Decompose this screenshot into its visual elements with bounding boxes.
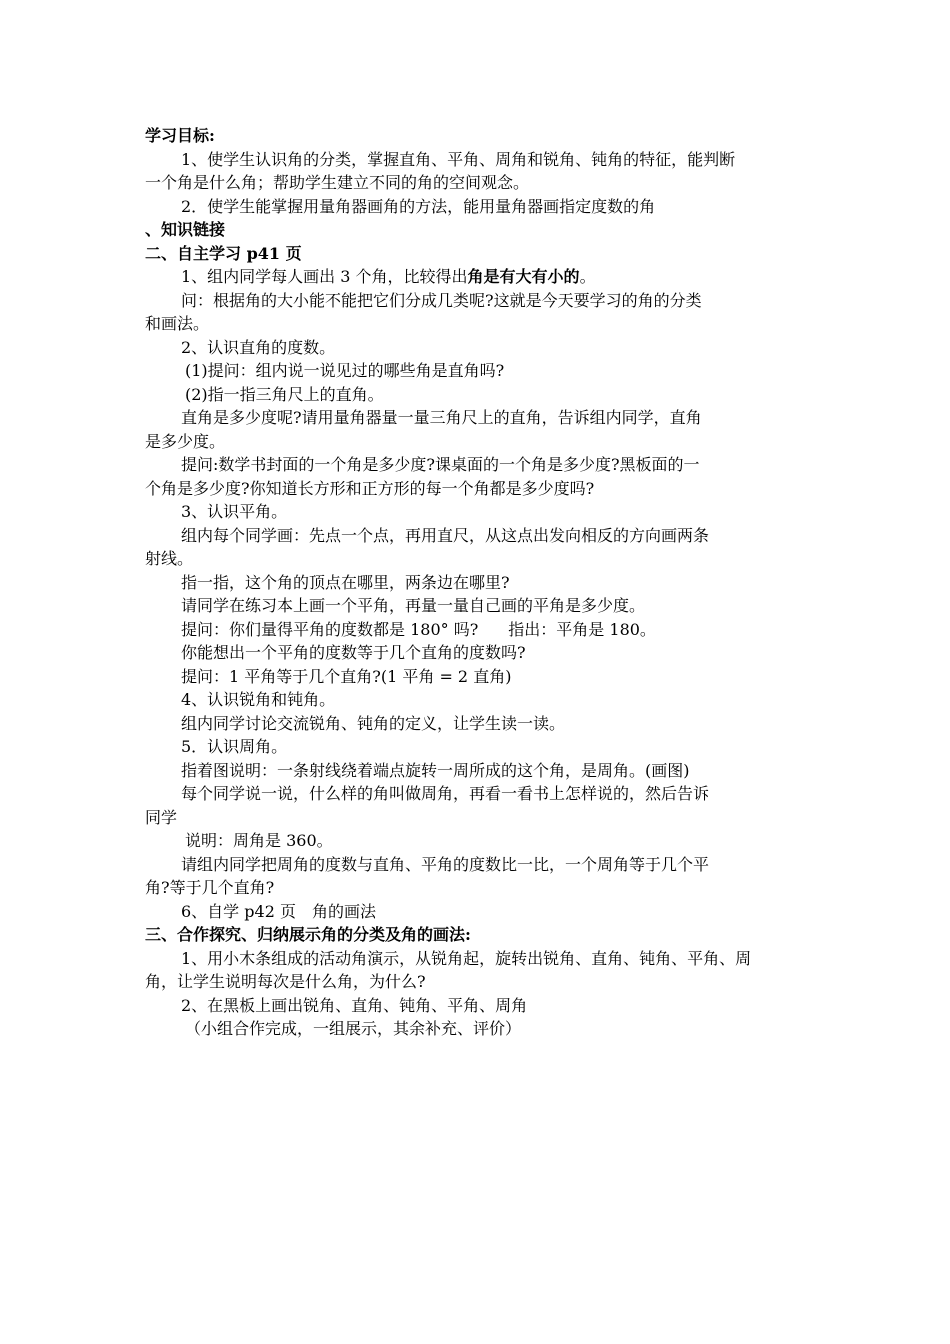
straight-angle-answer: 指出：平角是 180。 xyxy=(508,619,656,639)
full-angle-step: 5．认识周角。 xyxy=(181,737,288,756)
straight-equals-right: 提问：1 平角等于几个直角?(1 平角 = 2 直角) xyxy=(181,666,512,686)
self-study-heading: 二、自主学习 p41 页 xyxy=(145,243,302,263)
question-line-2: 和画法。 xyxy=(145,314,210,333)
right-angle-step: 2、认识直角的度数。 xyxy=(181,337,336,357)
vertex-question: 指一指，这个角的顶点在哪里，两条边在哪里? xyxy=(181,572,510,592)
acute-obtuse-step: 4、认识锐角和钝角。 xyxy=(181,690,336,709)
straight-angle-practice: 请同学在练习本上画一个平角，再量一量自己画的平角是多少度。 xyxy=(181,596,646,615)
draw-instruction-line-1: 组内每个同学画：先点一个点，再用直尺，从这点出发向相反的方向画两条 xyxy=(181,525,710,545)
step-1-end: 。 xyxy=(579,267,596,286)
step-1-text: 1、组内同学每人画出 3 个角，比较得出 xyxy=(181,267,468,286)
step-1-emphasis: 角是有大有小的 xyxy=(467,267,580,286)
cooperation-heading: 三、合作探究、归纳展示角的分类及角的画法: xyxy=(145,925,471,944)
compare-angles-line-2: 角?等于几个直角? xyxy=(145,878,275,897)
full-angle-explanation: 指着图说明：一条射线绕着端点旋转一周所成的这个角，是周角。(画图) xyxy=(181,760,690,780)
corner-question-line-1: 提问:数学书封面的一个角是多少度?课桌面的一个角是多少度?黑板面的一 xyxy=(181,455,700,474)
full-angle-discussion-line-1: 每个同学说一说，什么样的角叫做周角，再看一看书上怎样说的，然后告诉 xyxy=(181,784,710,803)
cooperation-step-1-line-1: 1、用小木条组成的活动角演示，从锐角起，旋转出锐角、直角、钝角、平角、周 xyxy=(181,948,752,968)
document-body xyxy=(145,124,810,1041)
question-line-1: 问：根据角的大小能不能把它们分成几类呢?这就是今天要学习的角的分类 xyxy=(181,290,702,310)
goal-2: 2．使学生能掌握用量角器画角的方法，能用量角器画指定度数的角 xyxy=(181,196,656,216)
goal-1-line-1: 1、使学生认识角的分类，掌握直角、平角、周角和锐角、钝角的特征，能判断 xyxy=(181,149,736,169)
cooperation-step-1-line-2: 角，让学生说明每次是什么角，为什么? xyxy=(145,972,426,991)
acute-obtuse-discussion: 组内同学讨论交流锐角、钝角的定义，让学生读一读。 xyxy=(181,713,566,733)
knowledge-link-heading: 、知识链接 xyxy=(145,220,226,239)
full-angle-degree: 说明：周角是 360。 xyxy=(185,831,333,850)
cooperation-step-2: 2、在黑板上画出锐角、直角、钝角、平角、周角 xyxy=(181,995,528,1015)
compare-angles-line-1: 请组内同学把周角的度数与直角、平角的度数比一比，一个周角等于几个平 xyxy=(181,854,710,874)
straight-vs-right-question: 你能想出一个平角的度数等于几个直角的度数吗? xyxy=(181,643,526,662)
drawing-method-step: 6、自学 p42 页 角的画法 xyxy=(181,901,376,921)
self-study-step-1 xyxy=(145,265,810,289)
right-angle-point: (2)指一指三角尺上的直角。 xyxy=(185,384,384,404)
straight-angle-degree xyxy=(145,618,810,642)
right-angle-question: (1)提问：组内说一说见过的哪些角是直角吗? xyxy=(185,361,505,380)
goal-1-line-2: 一个角是什么角；帮助学生建立不同的角的空间观念。 xyxy=(145,173,530,192)
right-angle-measure-line-1: 直角是多少度呢?请用量角器量一量三角尺上的直角，告诉组内同学，直角 xyxy=(181,408,702,427)
corner-question-line-2: 个角是多少度?你知道长方形和正方形的每一个角都是多少度吗? xyxy=(145,478,595,498)
straight-angle-question: 提问：你们量得平角的度数都是 180° 吗? xyxy=(181,619,479,639)
full-angle-discussion-line-2: 同学 xyxy=(145,807,178,827)
right-angle-measure-line-2: 是多少度。 xyxy=(145,431,226,451)
cooperation-note: （小组合作完成，一组展示，其余补充、评价） xyxy=(185,1019,522,1038)
draw-instruction-line-2: 射线。 xyxy=(145,549,194,568)
learning-goals-heading: 学习目标: xyxy=(145,126,215,145)
straight-angle-step: 3、认识平角。 xyxy=(181,502,288,521)
